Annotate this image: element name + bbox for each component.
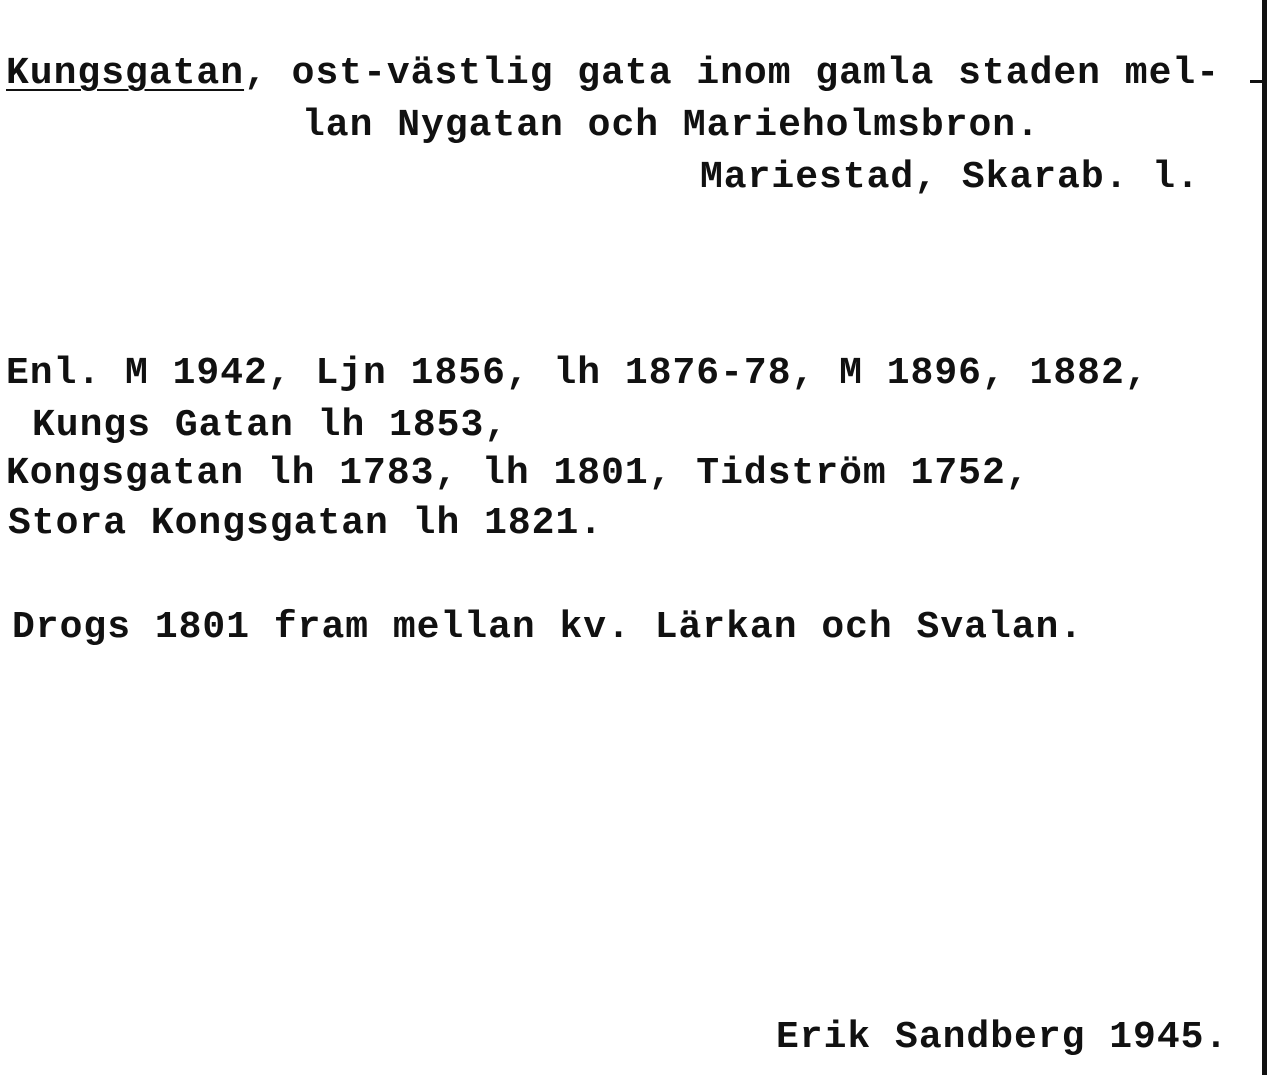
sources-line-1: Enl. M 1942, Ljn 1856, lh 1876-78, M 1896, 1882, [6, 352, 1149, 395]
headword: Kungsgatan [6, 52, 245, 95]
header-line-1 [6, 52, 1220, 96]
note-line: Drogs 1801 fram mellan kv. Lärkan och Svalan. [12, 606, 1084, 649]
signature: Erik Sandberg 1945. [776, 1016, 1229, 1059]
hyphen-mark [1250, 80, 1264, 83]
sources-line-4: Stora Kongsgatan lh 1821. [8, 502, 604, 545]
sources-line-3: Kongsgatan lh 1783, lh 1801, Tidström 1752, [6, 452, 1030, 495]
header-line-2: lan Nygatan och Marieholmsbron. [302, 104, 1040, 147]
card-right-edge [1262, 0, 1267, 1075]
sources-line-2: Kungs Gatan lh 1853, [32, 404, 509, 447]
header-line-1-text: , ost-västlig gata inom gamla staden mel- [244, 52, 1220, 95]
header-line-3: Mariestad, Skarab. l. [700, 156, 1200, 199]
